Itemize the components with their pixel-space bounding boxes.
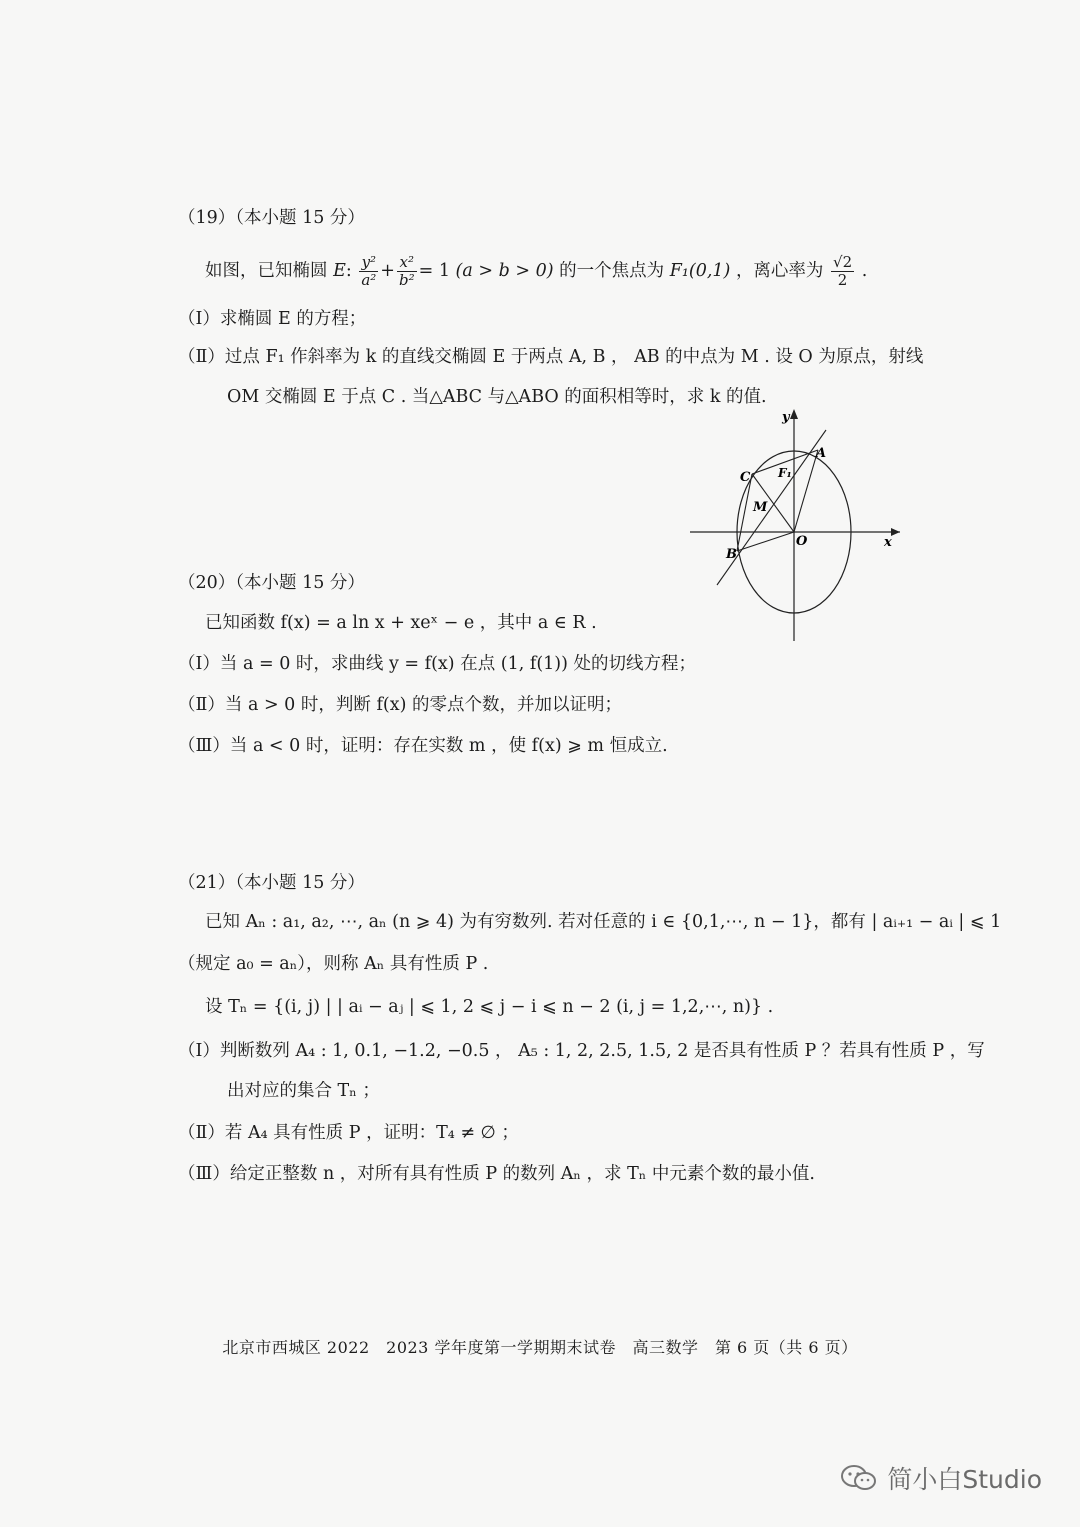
eccentricity: $\frac{√2}{2}$ [833, 253, 853, 289]
label-b: B [726, 547, 737, 562]
q21-title: （21）（本小题 15 分） [178, 873, 365, 893]
segment-ao [794, 450, 818, 532]
q19-part1: （Ⅰ）求椭圆 E 的方程； [178, 309, 367, 329]
ellipse-figure [690, 405, 910, 645]
q21-part1-line1: （Ⅰ）判断数列 A₄ : 1, 0.1, −1.2, −0.5 ， A₅ : 1, 2, 2.5, 1.5, 2 是否具有性质 P ？若具有性质 P ，写 [178, 1041, 985, 1061]
x-axis-arrow [891, 528, 900, 536]
q19-title: （19）（本小题 15 分） [178, 208, 365, 228]
label-f1: F₁ [778, 466, 792, 480]
label-m: M [753, 500, 768, 515]
q19-part2-line1: （Ⅱ）过点 F₁ 作斜率为 k 的直线交椭圆 E 于两点 A, B ， AB 的中点为 M . 设 O 为原点，射线 [178, 347, 924, 367]
page-footer: 北京市西城区 2022 2023 学年度第一学期期末试卷 高三数学 第 6 页（共 6 页） [222, 1338, 858, 1357]
wechat-icon [839, 1463, 879, 1493]
q20-part2: （Ⅱ）当 a > 0 时，判断 f(x) 的零点个数，并加以证明； [178, 695, 623, 715]
watermark [839, 1460, 1042, 1496]
q20-part3: （Ⅲ）当 a < 0 时，证明：存在实数 m ，使 f(x) ⩾ m 恒成立. [178, 736, 668, 756]
y-axis-arrow [790, 409, 798, 419]
q19-part2-line2: OM 交椭圆 E 于点 C . 当△ABC 与△ABO 的面积相等时，求 k 的值. [227, 387, 767, 407]
segment-cb [737, 474, 752, 551]
label-o: O [796, 534, 808, 549]
q21-part3: （Ⅲ）给定正整数 n ，对所有具有性质 P 的数列 Aₙ ，求 Tₙ 中元素个数的最小值. [178, 1164, 815, 1184]
label-x: x [884, 535, 892, 550]
q20-part1: （Ⅰ）当 a = 0 时，求曲线 y = f(x) 在点 (1, f(1)) 处的切线方程； [178, 654, 697, 674]
x2-over-b2: $\frac{\text{x²}}{\text{b²}}$ [398, 253, 415, 289]
label-c: C [740, 470, 751, 485]
watermark-text: 简小白Studio [887, 1465, 1042, 1494]
q21-part1-line2: 出对应的集合 Tₙ ； [227, 1081, 380, 1101]
q20-title: （20）（本小题 15 分） [178, 573, 365, 593]
y2-over-a2: $\frac{\text{y²}}{\text{a²}}$ [361, 253, 377, 289]
label-a: A [816, 446, 827, 461]
q19-intro: 如图，已知椭圆 E: $\frac{\text{y²}}{\text{a²}}$ + $\frac{\text{x²}}{\text{b²}}$ = 1 (a > b > 0) 的一个焦点为 F₁(0,1) ，离心率为 $\frac{√2}{2}$ . [205, 253, 868, 289]
q21-line1: 已知 Aₙ : a₁, a₂, ⋯, aₙ (n ⩾ 4) 为有穷数列. 若对任意的 i ∈ {0,1,⋯, n − 1}，都有 | aᵢ₊₁ − aᵢ | ⩽ 1 [205, 912, 1002, 932]
q21-part2: （Ⅱ）若 A₄ 具有性质 P ，证明：T₄ ≠ ∅ ； [178, 1123, 519, 1143]
q21-line3: 设 Tₙ = {(i, j) | | aᵢ − aⱼ | ⩽ 1, 2 ⩽ j − i ⩽ n − 2 (i, j = 1,2,⋯, n)} . [205, 997, 774, 1017]
q21-line2: （规定 a₀ = aₙ），则称 Aₙ 具有性质 P . [178, 954, 489, 974]
label-y: y [782, 410, 790, 425]
segment-bo [737, 532, 794, 551]
q20-intro: 已知函数 f(x) = a ln x + xeˣ − e ，其中 a ∈ R . [205, 613, 597, 633]
